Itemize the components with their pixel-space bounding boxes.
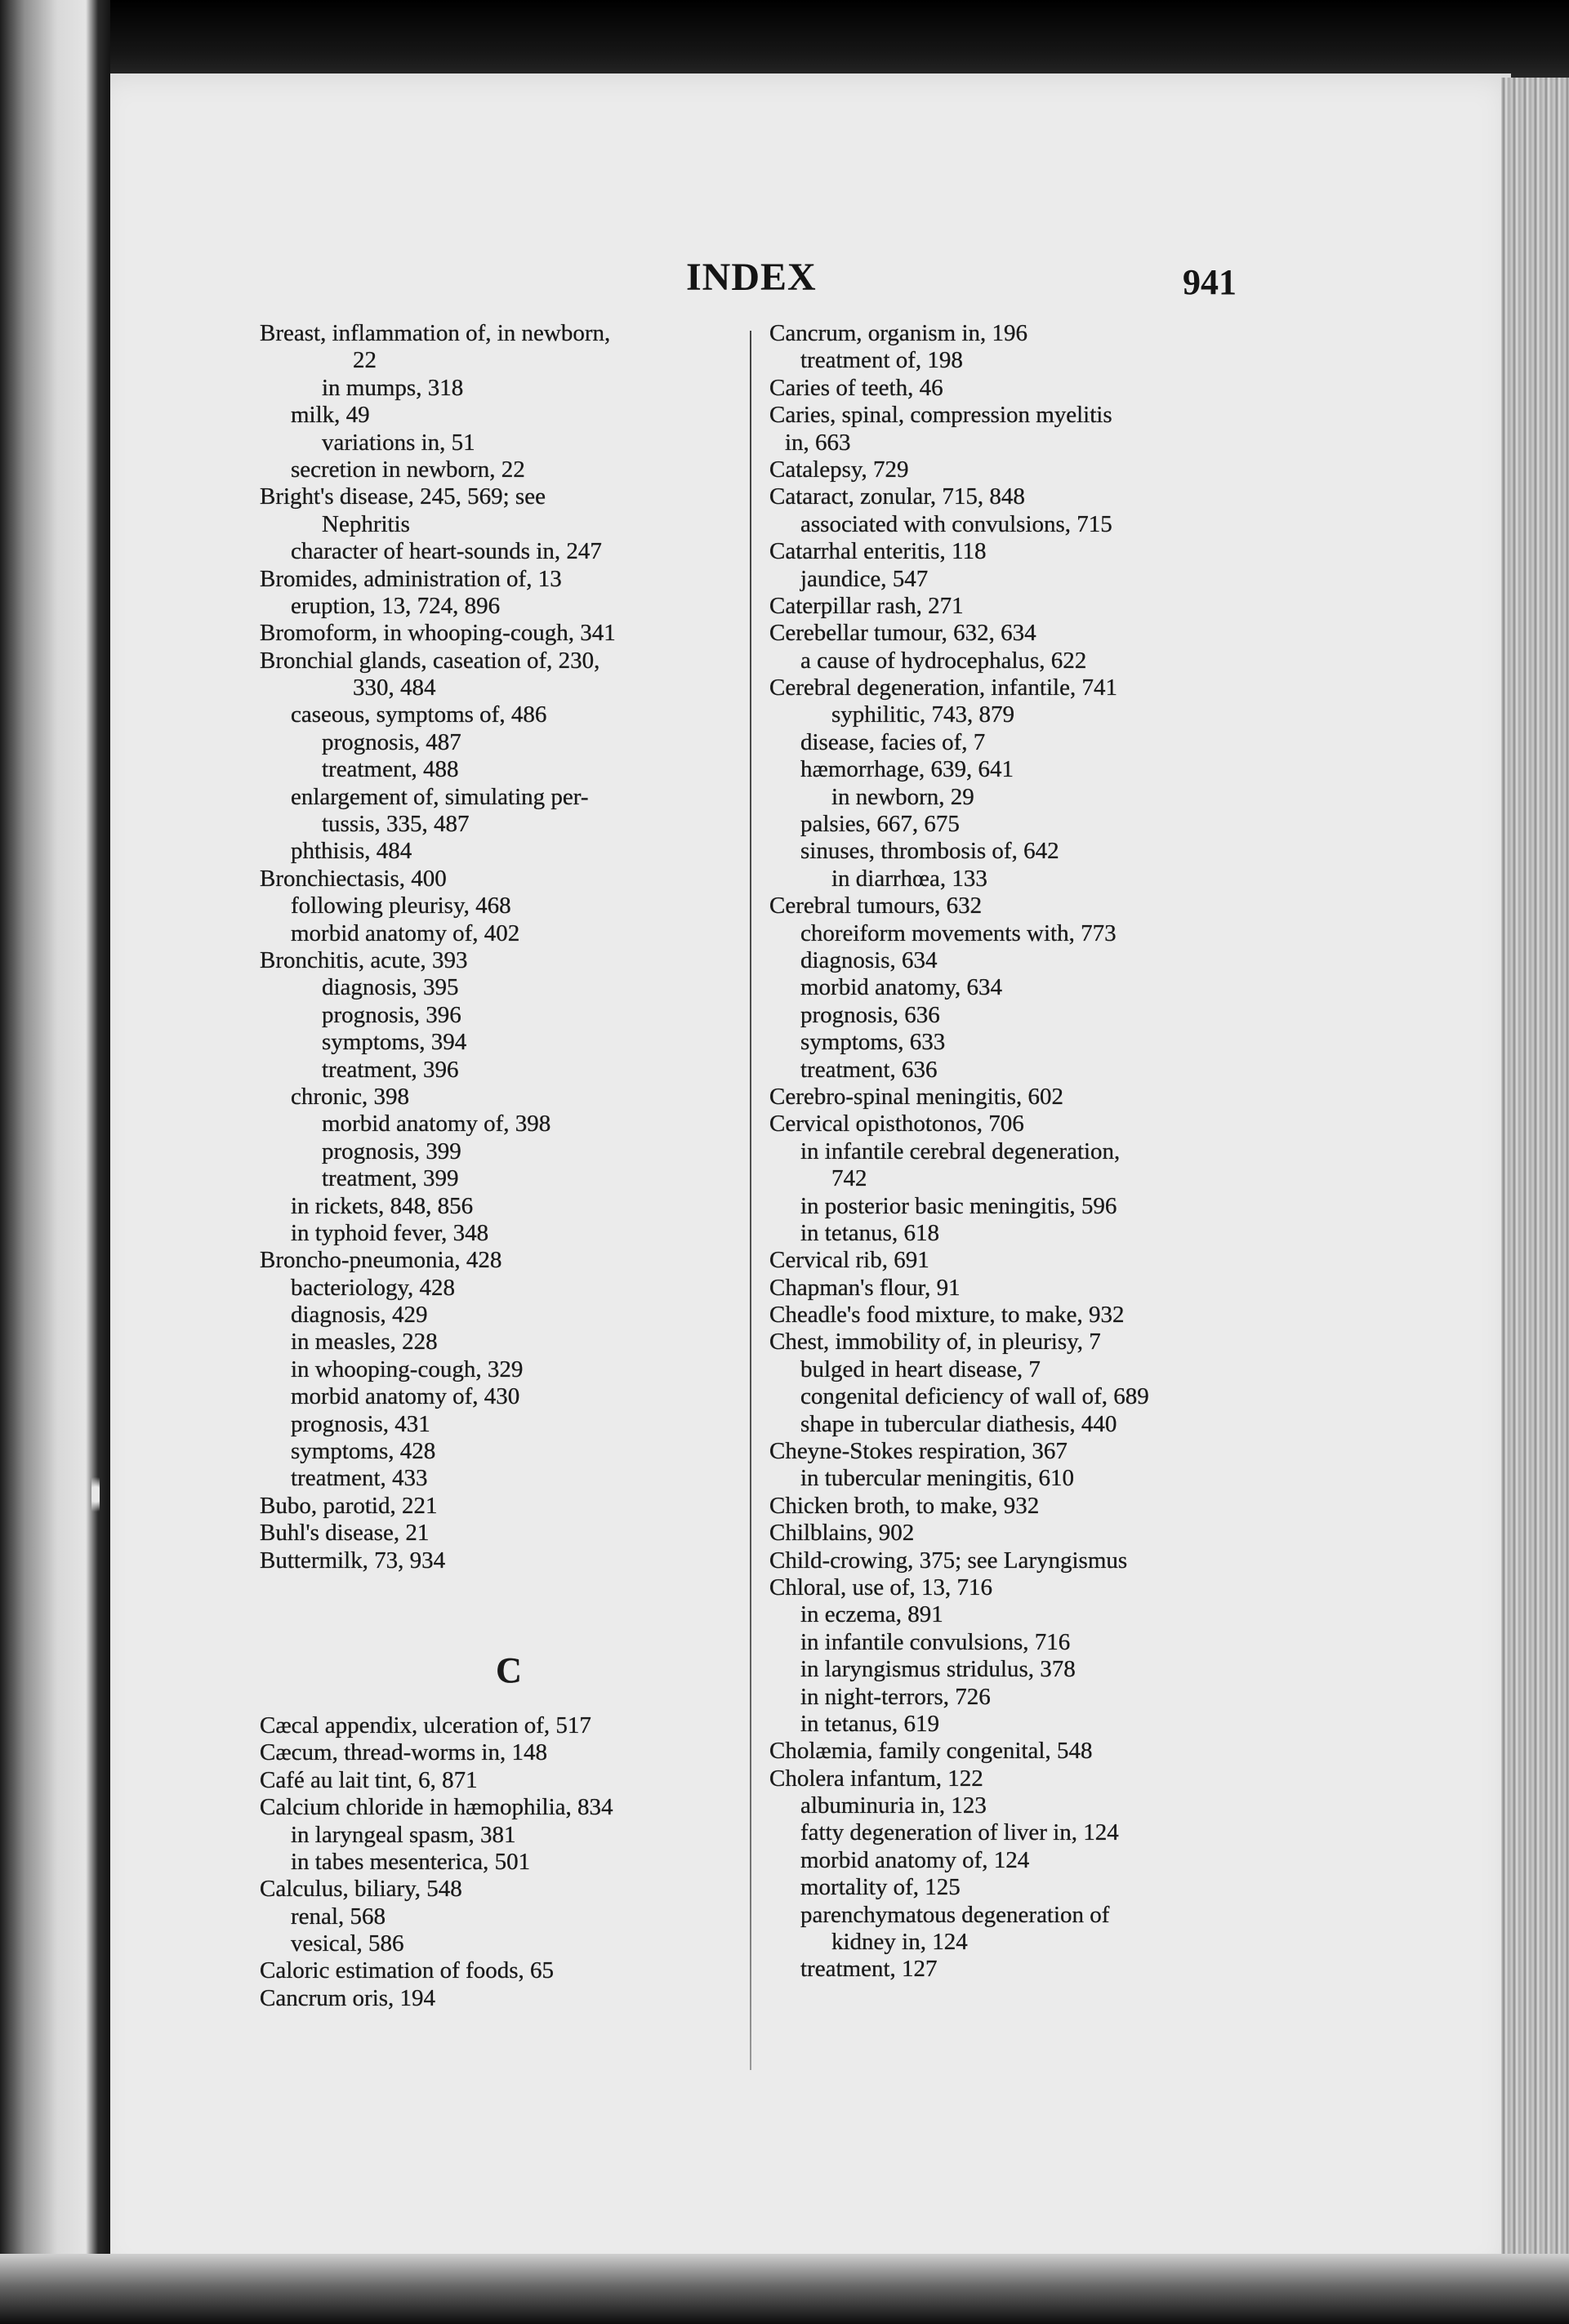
index-entry: Broncho-pneumonia, 428 [260, 1247, 502, 1274]
index-subentry: in, 663 [785, 429, 851, 456]
index-entry: Bromoform, in whooping-cough, 341 [260, 620, 616, 647]
index-entry: Bronchiectasis, 400 [260, 865, 447, 892]
index-entry: Cerebellar tumour, 632, 634 [769, 620, 1036, 647]
index-entry: Cerebro-spinal meningitis, 602 [769, 1083, 1064, 1110]
page-number: 941 [1183, 262, 1237, 302]
index-entry: Cholæmia, family congenital, 548 [769, 1738, 1093, 1765]
index-subentry: in typhoid fever, 348 [291, 1219, 489, 1246]
index-subentry: congenital deficiency of wall of, 689 [800, 1383, 1149, 1410]
index-subentry: hæmorrhage, 639, 641 [800, 756, 1014, 783]
index-subentry: bacteriology, 428 [291, 1274, 456, 1301]
index-entry: Chloral, use of, 13, 716 [769, 1574, 993, 1601]
index-entry: Catalepsy, 729 [769, 456, 909, 483]
index-subentry: parenchymatous degeneration of [800, 1901, 1110, 1928]
index-subentry: fatty degeneration of liver in, 124 [800, 1819, 1119, 1846]
index-subentry: morbid anatomy of, 430 [291, 1383, 520, 1410]
index-entry: Café au lait tint, 6, 871 [260, 1766, 478, 1793]
index-subentry: disease, facies of, 7 [800, 728, 986, 755]
index-subentry: in infantile convulsions, 716 [800, 1628, 1071, 1655]
index-subentry: kidney in, 124 [831, 1929, 968, 1956]
index-subentry: caseous, symptoms of, 486 [291, 701, 547, 728]
page-stack-edge [1501, 78, 1569, 2266]
index-subentry: in night-terrors, 726 [800, 1683, 991, 1710]
index-subentry: milk, 49 [291, 402, 370, 429]
index-subentry: jaundice, 547 [800, 565, 929, 592]
page-title: INDEX [686, 256, 817, 299]
index-subentry: in posterior basic meningitis, 596 [800, 1192, 1117, 1219]
index-subentry: in tetanus, 618 [800, 1219, 939, 1246]
index-entry: Breast, inflammation of, in newborn, [260, 320, 611, 346]
index-subentry: mortality of, 125 [800, 1874, 961, 1901]
index-subentry: character of heart-sounds in, 247 [291, 538, 602, 565]
index-entry: Calculus, biliary, 548 [260, 1876, 462, 1903]
index-entry: Bronchitis, acute, 393 [260, 946, 468, 973]
index-subentry: treatment, 488 [322, 756, 459, 783]
index-column-left [260, 320, 742, 2012]
index-subentry: phthisis, 484 [291, 838, 412, 865]
index-subentry: in mumps, 318 [322, 374, 464, 401]
index-entry: Cheyne-Stokes respiration, 367 [769, 1438, 1068, 1465]
index-subentry: in newborn, 29 [831, 783, 974, 810]
index-subentry: treatment, 636 [800, 1056, 938, 1083]
book-spine-edge [0, 0, 110, 2324]
index-subentry: in rickets, 848, 856 [291, 1192, 474, 1219]
index-subentry: symptoms, 394 [322, 1029, 467, 1056]
index-subentry: Nephritis [322, 510, 410, 537]
index-entry: Bronchial glands, caseation of, 230, [260, 647, 600, 674]
index-subentry: 742 [831, 1165, 867, 1192]
scan-artifact [91, 1470, 100, 1519]
index-subentry: treatment of, 198 [800, 347, 963, 374]
index-entry: Bromides, administration of, 13 [260, 565, 562, 592]
index-entry: Caterpillar rash, 271 [769, 592, 964, 619]
index-subentry: secretion in newborn, 22 [291, 456, 525, 483]
section-letter-heading: C [496, 1650, 522, 1690]
index-subentry: prognosis, 399 [322, 1138, 461, 1164]
index-subentry: bulged in heart disease, 7 [800, 1356, 1041, 1382]
scan-background-bottom [0, 2254, 1569, 2324]
index-subentry: in laryngismus stridulus, 378 [800, 1656, 1076, 1683]
index-subentry: in measles, 228 [291, 1329, 438, 1356]
index-subentry: vesical, 586 [291, 1930, 404, 1957]
index-subentry: diagnosis, 395 [322, 974, 459, 1001]
index-entry: Bubo, parotid, 221 [260, 1492, 438, 1519]
index-subentry: in tabes mesenterica, 501 [291, 1848, 531, 1875]
index-entry: Caries of teeth, 46 [769, 374, 943, 401]
index-subentry: symptoms, 428 [291, 1438, 436, 1465]
index-entry: Child-crowing, 375; see Laryngismus [769, 1547, 1128, 1574]
index-entry: Cataract, zonular, 715, 848 [769, 483, 1025, 510]
index-entry: Chest, immobility of, in pleurisy, 7 [769, 1329, 1101, 1356]
index-entry: Cholera infantum, 122 [769, 1765, 983, 1792]
index-subentry: diagnosis, 429 [291, 1302, 428, 1329]
index-subentry: in laryngeal spasm, 381 [291, 1821, 516, 1848]
index-entry: Bright's disease, 245, 569; see [260, 483, 546, 510]
index-entry: Catarrhal enteritis, 118 [769, 538, 987, 565]
index-entry: Caloric estimation of foods, 65 [260, 1957, 555, 1984]
index-subentry: a cause of hydrocephalus, 622 [800, 647, 1087, 674]
index-subentry: following pleurisy, 468 [291, 893, 511, 919]
index-entry: Cancrum oris, 194 [260, 1984, 436, 2011]
index-subentry: albuminuria in, 123 [800, 1792, 987, 1819]
index-subentry: syphilitic, 743, 879 [831, 701, 1014, 728]
index-entry: Chapman's flour, 91 [769, 1274, 961, 1301]
index-entry: Cervical rib, 691 [769, 1247, 929, 1274]
index-entry: Chilblains, 902 [769, 1520, 915, 1547]
index-entry: Calcium chloride in hæmophilia, 834 [260, 1794, 613, 1821]
index-subentry: prognosis, 636 [800, 1001, 940, 1028]
index-entry: Cerebral tumours, 632 [769, 893, 983, 919]
index-column-right [769, 320, 1243, 1983]
column-divider [750, 331, 751, 2070]
index-subentry: prognosis, 487 [322, 728, 461, 755]
index-subentry: tussis, 335, 487 [322, 811, 470, 838]
index-subentry: prognosis, 396 [322, 1001, 461, 1028]
index-entry: Buttermilk, 73, 934 [260, 1547, 446, 1574]
index-entry: Chicken broth, to make, 932 [769, 1492, 1040, 1519]
index-entry: Cheadle's food mixture, to make, 932 [769, 1302, 1125, 1329]
index-entry: Caries, spinal, compression myelitis [769, 402, 1112, 429]
index-subentry: renal, 568 [291, 1903, 386, 1930]
index-subentry: in infantile cerebral degeneration, [800, 1138, 1121, 1164]
index-subentry: 22 [353, 347, 377, 374]
index-subentry: morbid anatomy, 634 [800, 974, 1002, 1001]
index-entry: Cerebral degeneration, infantile, 741 [769, 674, 1117, 701]
index-subentry: associated with convulsions, 715 [800, 510, 1112, 537]
index-subentry: in tetanus, 619 [800, 1710, 939, 1737]
index-subentry: in tubercular meningitis, 610 [800, 1465, 1075, 1492]
index-subentry: diagnosis, 634 [800, 946, 938, 973]
index-subentry: 330, 484 [353, 674, 436, 701]
index-entry: Cæcal appendix, ulceration of, 517 [260, 1712, 591, 1739]
index-subentry: chronic, 398 [291, 1083, 409, 1110]
index-subentry: enlargement of, simulating per- [291, 783, 589, 810]
section-spacer [260, 1574, 742, 1628]
index-entry: Cæcum, thread-worms in, 148 [260, 1739, 547, 1766]
index-subentry: morbid anatomy of, 402 [291, 919, 520, 946]
index-subentry: treatment, 396 [322, 1056, 459, 1083]
index-subentry: treatment, 433 [291, 1465, 428, 1492]
index-subentry: treatment, 127 [800, 1956, 938, 1983]
index-subentry: variations in, 51 [322, 429, 475, 456]
index-subentry: morbid anatomy of, 124 [800, 1846, 1030, 1873]
index-entry: Cervical opisthotonos, 706 [769, 1111, 1024, 1138]
index-subentry: morbid anatomy of, 398 [322, 1111, 551, 1138]
index-subentry: symptoms, 633 [800, 1029, 946, 1056]
index-subentry: shape in tubercular diathesis, 440 [800, 1410, 1117, 1437]
index-subentry: in diarrhœa, 133 [831, 865, 987, 892]
index-subentry: treatment, 399 [322, 1165, 459, 1192]
scan-background-top [0, 0, 1569, 78]
index-entry: Buhl's disease, 21 [260, 1520, 430, 1547]
index-subentry: eruption, 13, 724, 896 [291, 592, 501, 619]
index-subentry: in whooping-cough, 329 [291, 1356, 524, 1382]
index-subentry: palsies, 667, 675 [800, 811, 960, 838]
index-subentry: prognosis, 431 [291, 1410, 430, 1437]
index-subentry: sinuses, thrombosis of, 642 [800, 838, 1059, 865]
index-subentry: in eczema, 891 [800, 1601, 943, 1628]
index-entry: Cancrum, organism in, 196 [769, 320, 1028, 346]
index-subentry: choreiform movements with, 773 [800, 919, 1117, 946]
